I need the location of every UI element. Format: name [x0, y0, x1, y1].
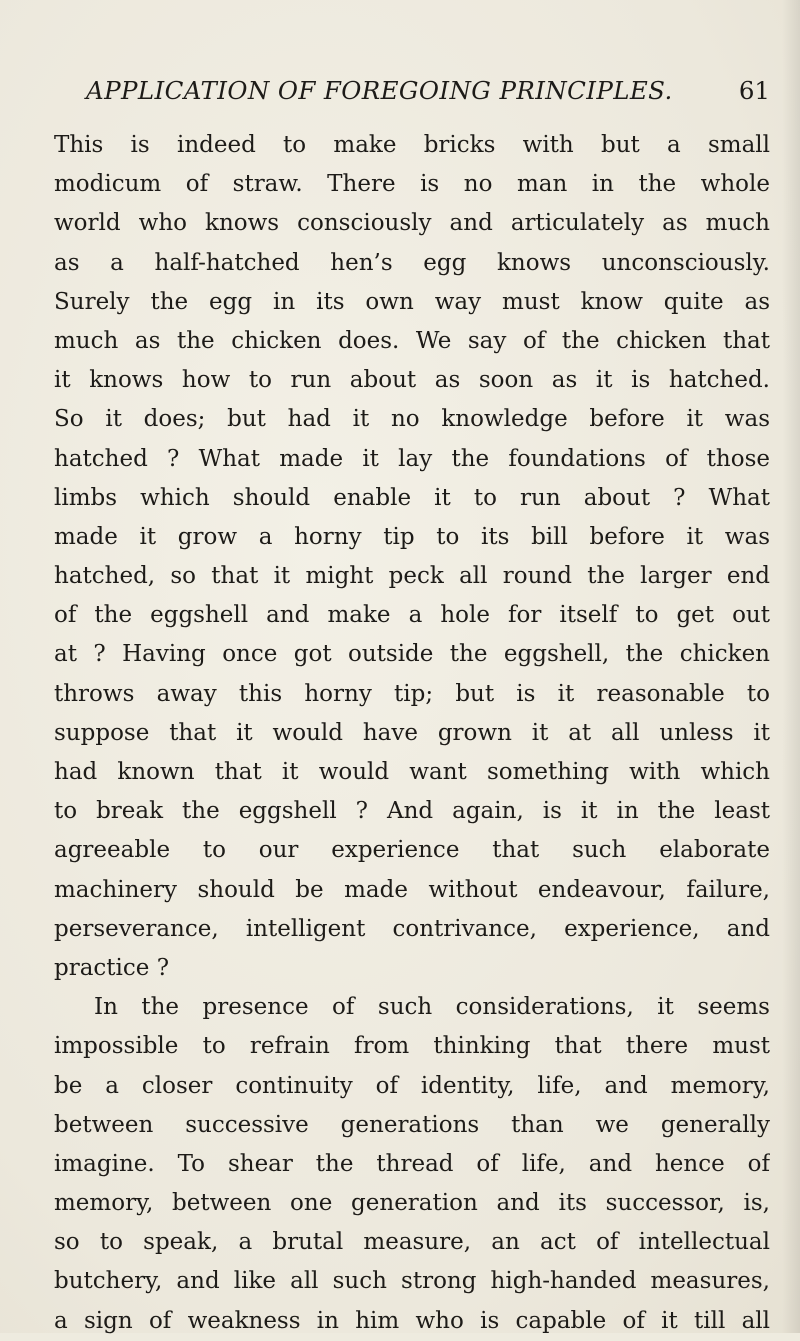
text-line: imagine. To shear the thread of life, and hence of: [54, 1150, 770, 1177]
text-line: be a closer continuity of identity, life, and memory,: [54, 1072, 770, 1099]
text-line: throws away this horny tip; but is it reasonable to: [54, 680, 770, 707]
running-head: [86, 76, 770, 112]
text-line: it knows how to run about as soon as it is hatched.: [54, 367, 770, 394]
page-number: 61: [738, 76, 770, 105]
text-line: suppose that it would have grown it at all unless it: [54, 719, 770, 746]
text-line: impossible to refrain from thinking that there must: [54, 1033, 770, 1060]
text-line: so to speak, a brutal measure, an act of intellectual: [54, 1229, 770, 1256]
text-line: So it does; but had it no knowledge before it was: [54, 406, 770, 433]
paragraph-start-line: In the presence of such considerations, it seems: [94, 994, 770, 1021]
text-line: as a half-hatched hen’s egg knows unconsciously.: [54, 249, 770, 276]
text-line: butchery, and like all such strong high-handed measures,: [54, 1268, 770, 1295]
text-line: machinery should be made without endeavour, failure,: [54, 876, 770, 903]
text-line: hatched ? What made it lay the foundations of those: [54, 445, 770, 472]
text-line: memory, between one generation and its successor, is,: [54, 1190, 770, 1217]
text-line: made it grow a horny tip to its bill before it was: [54, 523, 770, 550]
text-line: hatched, so that it might peck all round the larger end: [54, 563, 770, 590]
running-title: APPLICATION OF FOREGOING PRINCIPLES.: [86, 76, 673, 105]
paragraph-end-line: practice ?: [54, 954, 170, 981]
text-line: had known that it would want something with which: [54, 759, 770, 785]
text-line: world who knows consciously and articulately as much: [54, 210, 770, 237]
text-line: agreeable to our experience that such elaborate: [54, 837, 770, 864]
text-line: This is indeed to make bricks with but a small: [54, 132, 770, 158]
text-line: limbs which should enable it to run about ? What: [54, 484, 770, 511]
text-line: at ? Having once got outside the eggshell, the chicken: [54, 641, 770, 668]
text-line: between successive generations than we generally: [54, 1111, 770, 1138]
page-edge-shadow: [782, 0, 800, 1333]
body-text: [54, 126, 770, 1341]
text-line: to break the eggshell ? And again, is it in the least: [54, 798, 770, 825]
text-line: Surely the egg in its own way must know quite as: [54, 288, 770, 315]
text-line: much as the chicken does. We say of the chicken that: [54, 327, 770, 354]
text-line: modicum of straw. There is no man in the whole: [54, 171, 770, 198]
text-line: perseverance, intelligent contrivance, experience, and: [54, 915, 770, 942]
text-line: of the eggshell and make a hole for itself to get out: [54, 602, 770, 629]
text-line: a sign of weakness in him who is capable of it till all: [54, 1307, 770, 1334]
